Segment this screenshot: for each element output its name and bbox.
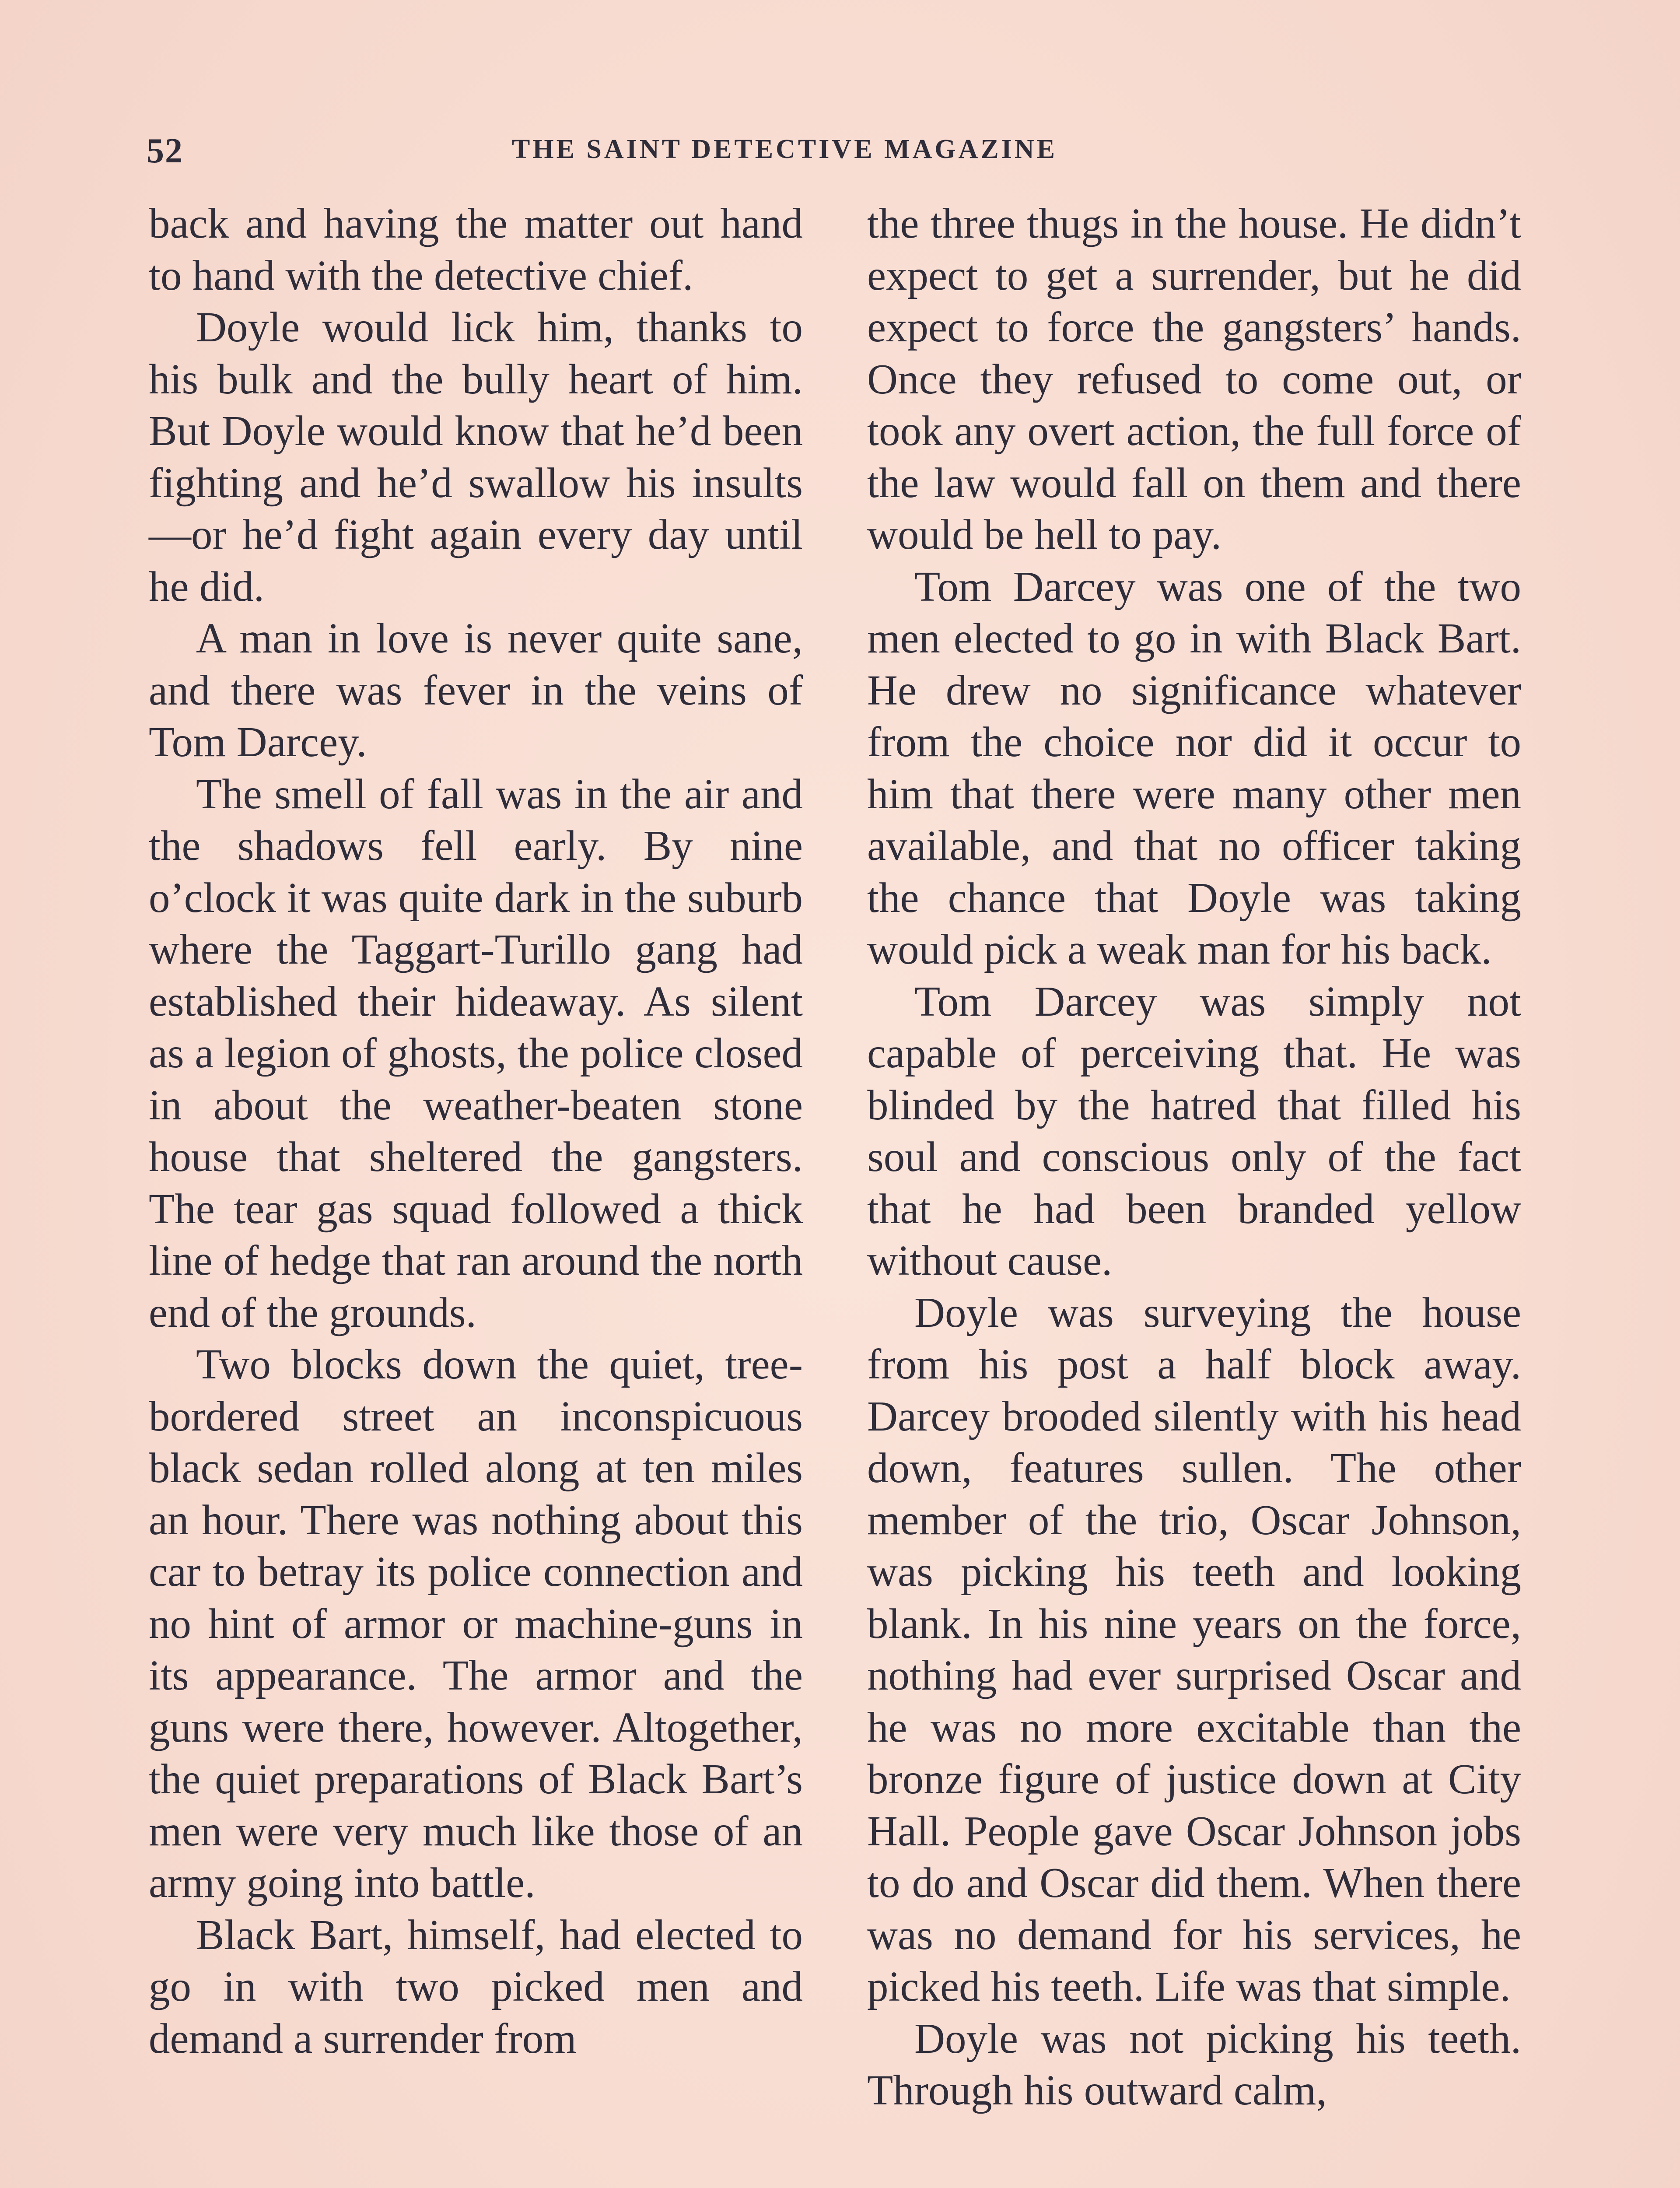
paragraph: The smell of fall was in the air and the shadows fell early. By nine o’clock it was quite dark in the suburb where the Taggart-Turillo gang had established their hideaway. As silent as a legion of ghosts, the police closed in about the weather-beaten stone house that sheltered the gangsters. The tear gas squad followed a thick line of hedge that ran around the north end of the grounds. (149, 770, 803, 1336)
paragraph: Doyle would lick him, thanks to his bulk and the bully heart of him. But Doyle would know that he’d been fighting and he’d swallow his insults—or he’d fight again every day until he did. (149, 304, 803, 610)
paragraph: A man in love is never quite sane, and there was fever in the veins of Tom Darcey. (149, 615, 803, 765)
paragraph: Tom Darcey was simply not capable of perceiving that. He was blinded by the hatred that filled his soul and conscious only of the fact that he had been branded yellow without cause. (867, 978, 1521, 1284)
paragraph: back and having the matter out hand to hand with the detective chief. (149, 200, 803, 299)
paragraph: Black Bart, himself, had elected to go in with two picked men and demand a surrender from (149, 1911, 803, 2062)
page-number: 52 (147, 132, 183, 170)
paragraph: the three thugs in the house. He didn’t expect to get a surrender, but he did expect to force the gangsters’ hands. Once they refused to come out, or took any overt action, the full force of the law would fall on them and there would be hell to pay. (867, 200, 1521, 558)
paragraph: Doyle was not picking his teeth. Through his outward calm, (867, 2015, 1521, 2114)
running-head (147, 131, 1547, 179)
paragraph: Doyle was surveying the house from his post a half block away. Darcey brooded silently with his head down, features sullen. The other member of the trio, Oscar Johnson, was picking his teeth and looking blank. In his nine years on the force, nothing had ever surprised Oscar and he was no more excitable than the bronze figure of justice down at City Hall. People gave Oscar Johnson jobs to do and Oscar did them. When there was no demand for his services, he picked his teeth. Life was that simple. (867, 1289, 1521, 2010)
magazine-title: THE SAINT DETECTIVE MAGAZINE (512, 134, 1057, 164)
paragraph: Two blocks down the quiet, tree-bordered street an inconspicuous black sedan rolled along at ten miles an hour. There was nothing about this car to betray its police connection and no hint of armor or machine-guns in its appearance. The armor and the guns were there, however. Altogether, the quiet preparations of Black Bart’s men were very much like those of an army going into battle. (149, 1341, 803, 1906)
right-text-column (867, 198, 1521, 2117)
left-text-column (149, 198, 803, 2065)
paragraph: Tom Darcey was one of the two men elected to go in with Black Bart. He drew no significance whatever from the choice nor did it occur to him that there were many other men available, and that no officer taking the chance that Doyle was taking would pick a weak man for his back. (867, 563, 1521, 973)
